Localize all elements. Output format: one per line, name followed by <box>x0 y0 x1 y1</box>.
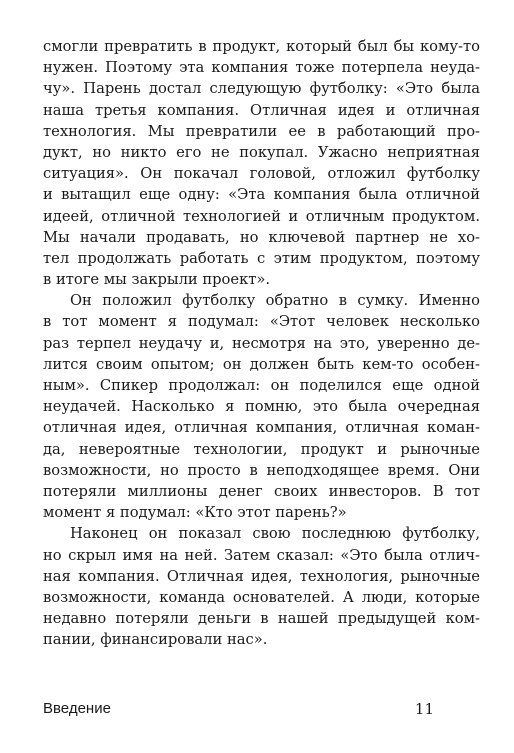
text-line: недавно потеряли деньги в нашей предыдущей ком- <box>43 610 480 628</box>
text-line: тел продолжать работать с этим продуктом, поэтому <box>43 249 480 267</box>
text-line: в итоге мы закрыли проект». <box>43 271 271 289</box>
text-line: лится своим опытом; он должен быть кем-то особен- <box>43 355 480 373</box>
text-line: идеей, отличной технологией и отличным продуктом. <box>43 207 480 225</box>
text-line: смогли превратить в продукт, который был бы кому-то <box>43 38 480 55</box>
text-line: но скрыл имя на ней. Затем сказал: «Это была отлич- <box>43 546 480 564</box>
text-line: возможности, команда основателей. А люди, которые <box>43 588 480 606</box>
text-line: и вытащил еще одну: «Эта компания была отличной <box>43 186 480 204</box>
text-line: в тот момент я подумал: «Этот человек несколько <box>43 313 480 331</box>
text-line: технология. Мы превратили ее в работающий про- <box>43 122 480 140</box>
body-text <box>43 36 480 650</box>
text-line: потеряли миллионы денег своих инвесторов. В тот <box>43 482 480 500</box>
text-line: ным». Спикер продолжал: он поделился еще одной <box>43 377 480 394</box>
text-line: Наконец он показал свою последнюю футболку, <box>70 525 480 543</box>
text-line: неудачей. Насколько я помню, это была очередная <box>43 398 480 416</box>
text-line: ситуация». Он покачал головой, отложил футболку <box>43 165 480 183</box>
text-line: да, невероятные технологии, продукт и рыночные <box>43 440 480 458</box>
text-line: нужен. Поэтому эта компания тоже потерпела неуда- <box>43 59 480 77</box>
text-line: дукт, но никто его не покупал. Ужасно неприятная <box>43 143 480 161</box>
text-line: пании, финансировали нас». <box>43 631 268 649</box>
text-line: возможности, но просто в неподходящее время. Они <box>43 461 480 479</box>
text-line: Мы начали продавать, но ключевой партнер не хо- <box>43 228 480 246</box>
text-line: чу». Парень достал следующую футболку: «Это была <box>43 80 480 98</box>
page-number: 11 <box>414 700 434 718</box>
text-line: момент я подумал: «Кто этот парень?» <box>43 504 347 522</box>
running-footer-section-title: Введение <box>43 700 111 717</box>
text-line: ная компания. Отличная идея, технология, рыночные <box>43 567 480 585</box>
text-line: Он положил футболку обратно в сумку. Именно <box>70 292 480 310</box>
text-line: наша третья компания. Отличная идея и отличная <box>43 101 480 119</box>
text-line: отличная идея, отличная компания, отличная коман- <box>43 419 480 437</box>
text-line: раз терпел неудачу и, несмотря на это, уверенно де- <box>43 334 480 352</box>
